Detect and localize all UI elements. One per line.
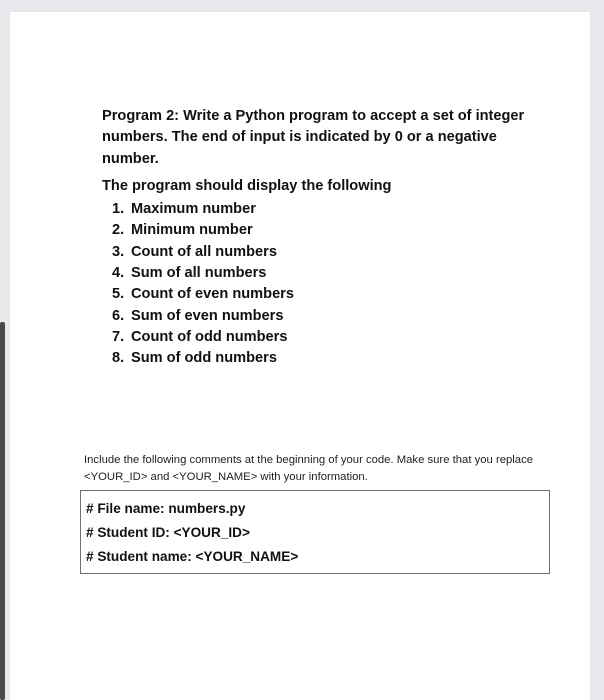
list-item-number: 7. xyxy=(112,328,125,345)
comment-student-name: # Student name: <YOUR_NAME> xyxy=(86,549,299,564)
scroll-edge-bar[interactable] xyxy=(0,322,5,700)
list-item-text: Maximum number xyxy=(131,201,256,218)
list-item-number: 5. xyxy=(112,286,125,303)
list-item-number: 4. xyxy=(112,265,125,282)
program-lead: The program should display the following xyxy=(102,177,392,194)
comment-file-name: # File name: numbers.py xyxy=(86,501,246,516)
program-intro: Program 2: Write a Python program to accept a set of integer numbers. The end of input is indicated by 0 or a negative number. xyxy=(102,108,525,167)
list-item xyxy=(112,306,538,327)
list-item-number: 6. xyxy=(112,307,125,324)
list-item-text: Sum of all numbers xyxy=(131,265,267,282)
list-item xyxy=(112,242,538,263)
list-item xyxy=(112,199,538,220)
list-item-text: Sum of even numbers xyxy=(131,307,284,324)
output-requirements-list xyxy=(102,199,538,369)
list-item-number: 8. xyxy=(112,350,125,367)
code-comment-box xyxy=(80,490,550,574)
comment-student-id: # Student ID: <YOUR_ID> xyxy=(86,525,250,540)
list-item-text: Count of even numbers xyxy=(131,286,294,303)
list-item-text: Sum of odd numbers xyxy=(131,350,277,367)
list-item-text: Minimum number xyxy=(131,222,253,239)
list-item-text: Count of odd numbers xyxy=(131,328,288,345)
list-item-text: Count of all numbers xyxy=(131,243,277,260)
note-text: Include the following comments at the beginning of your code. Make sure that you replace <YOUR_ID> and <YOUR_NAME> with your information. xyxy=(84,454,534,483)
instructions-note xyxy=(84,452,564,486)
list-item-number: 1. xyxy=(112,201,125,218)
program-description xyxy=(102,106,538,370)
list-item-number: 2. xyxy=(112,222,125,239)
list-item xyxy=(112,327,538,348)
list-item xyxy=(112,220,538,241)
list-item xyxy=(112,284,538,305)
list-item xyxy=(112,263,538,284)
list-item-number: 3. xyxy=(112,243,125,260)
list-item xyxy=(112,348,538,369)
